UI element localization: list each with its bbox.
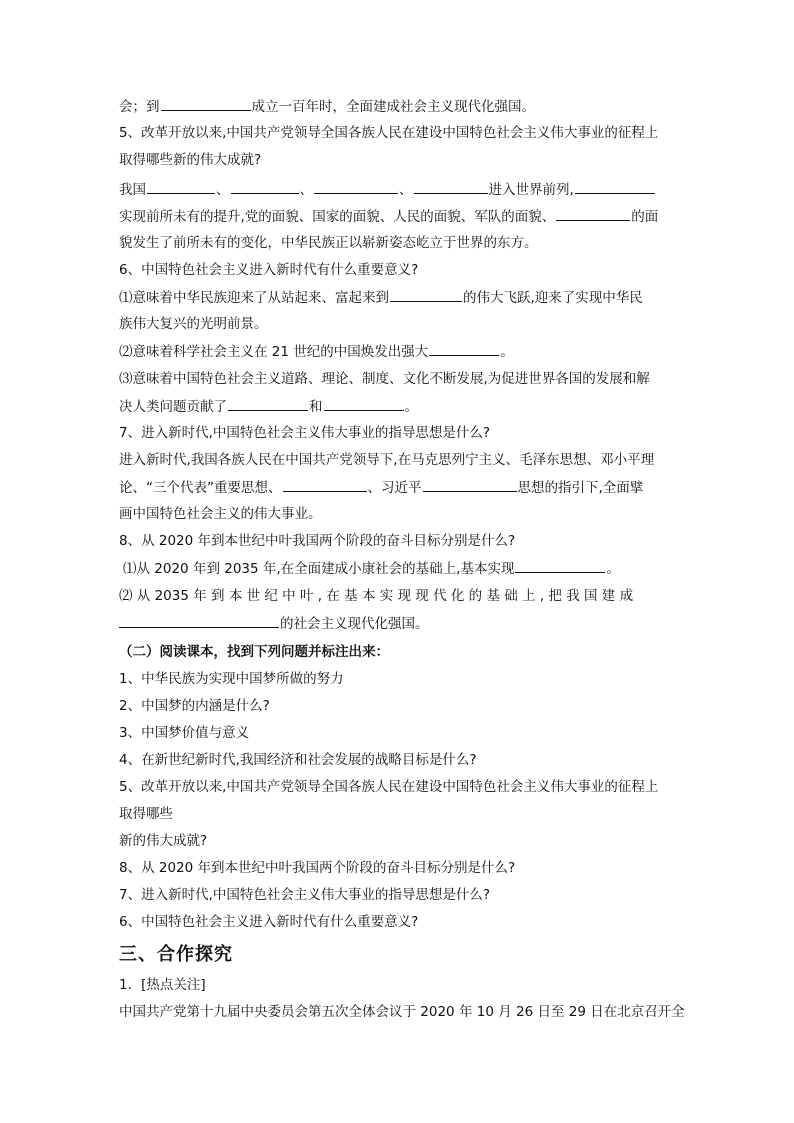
fill-blank[interactable] — [161, 97, 251, 111]
list-item: 2、中国梦的内涵是什么? — [119, 698, 270, 714]
answer-line — [119, 342, 679, 361]
question-6: 6、中国特色社会主义进入新时代有什么重要意义? — [119, 262, 419, 278]
question-8: 8、从 2020 年到本世纪中叶我国两个阶段的奋斗目标分别是什么? — [119, 533, 516, 549]
section-heading: （二）阅读课本，找到下列问题并标注出来： — [119, 644, 389, 660]
answer-line — [119, 397, 679, 416]
text-line — [119, 97, 679, 116]
text: 实现前所未有的提升,党的面貌、国家的面貌、人民的面貌、军队的面貌、 — [119, 209, 556, 225]
list-item: 8、从 2020 年到本世纪中叶我国两个阶段的奋斗目标分别是什么? — [119, 860, 516, 876]
answer-line: 进入新时代,我国各族人民在中国共产党领导下,在马克思列宁主义、毛泽东思想、邓小平理 — [119, 452, 655, 468]
text: 思想的指引下,全面擘 — [517, 480, 644, 496]
fill-blank[interactable] — [515, 559, 605, 573]
answer-line — [119, 207, 679, 226]
text: ⑵意味着科学社会主义在 21 世纪的中国焕发出强大 — [119, 344, 429, 360]
list-item: 1、中华民族为实现中国梦所做的努力 — [119, 671, 344, 687]
answer-line: ⑵ 从 2035 年 到 本 世 纪 中 叶 , 在 基 本 实 现 现 代 化 的 基 础 上 , 把 我 国 建 成 — [119, 588, 634, 604]
text: ⑴意味着中华民族迎来了从站起来、富起来到 — [119, 290, 389, 306]
answer-line — [119, 180, 679, 199]
text: 的社会主义现代化强国。 — [280, 616, 429, 632]
text: 进入世界前列, — [488, 182, 574, 198]
text: 会；到 — [119, 99, 160, 115]
fill-blank[interactable] — [314, 180, 398, 194]
text: 、习近平 — [367, 480, 422, 496]
text: 。 — [500, 344, 514, 360]
text: 成立一百年时，全面建成社会主义现代化强国。 — [251, 99, 535, 115]
fill-blank[interactable] — [283, 478, 367, 492]
answer-line — [119, 614, 679, 633]
answer-line: ⑶意味着中国特色社会主义道路、理论、制度、文化不断发展,为促进世界各国的发展和解 — [119, 371, 650, 387]
answer-line: 画中国特色社会主义的伟大事业。 — [119, 506, 322, 522]
question-5: 5、改革开放以来,中国共产党领导全国各族人民在建设中国特色社会主义伟大事业的征程上 — [119, 125, 659, 141]
fill-blank[interactable] — [324, 397, 404, 411]
text: 、 — [299, 182, 313, 198]
fill-blank[interactable] — [414, 180, 488, 194]
fill-blank[interactable] — [390, 288, 462, 302]
question-7: 7、进入新时代,中国特色社会主义伟大事业的指导思想是什么? — [119, 425, 491, 441]
text: ⑴从 2020 年到 2035 年,在全面建成小康社会的基础上,基本实现 — [123, 561, 515, 577]
list-item: 新的伟大成就? — [119, 833, 208, 849]
text: 。 — [404, 399, 418, 415]
text: 的伟大飞跃,迎来了实现中华民 — [463, 290, 643, 306]
text: 的面 — [631, 209, 659, 225]
question-5-cont: 取得哪些新的伟大成就? — [119, 152, 262, 168]
fill-blank[interactable] — [429, 342, 499, 356]
text: 我国 — [119, 182, 146, 198]
list-item: 4、在新世纪新时代,我国经济和社会发展的战略目标是什么? — [119, 752, 477, 768]
answer-line: 貌发生了前所未有的变化，中华民族正以崭新姿态屹立于世界的东方。 — [119, 235, 538, 251]
text: 、 — [216, 182, 230, 198]
paragraph-line: 中国共产党第十九届中央委员会第五次全体会议于 2020 年 10 月 26 日至 29 日在北京召开全 — [119, 1004, 685, 1020]
fill-blank[interactable] — [119, 614, 279, 628]
fill-blank[interactable] — [556, 207, 630, 221]
list-item: 6、中国特色社会主义进入新时代有什么重要意义? — [119, 914, 419, 930]
fill-blank[interactable] — [575, 180, 655, 194]
answer-line — [123, 559, 683, 578]
fill-blank[interactable] — [228, 397, 308, 411]
answer-line — [119, 288, 679, 307]
section-title: 三、合作探究 — [119, 944, 233, 965]
text: 、 — [399, 182, 413, 198]
list-item: 5、改革开放以来,中国共产党领导全国各族人民在建设中国特色社会主义伟大事业的征程上 — [119, 779, 659, 795]
list-item: 取得哪些 — [119, 806, 173, 822]
fill-blank[interactable] — [231, 180, 299, 194]
fill-blank[interactable] — [423, 478, 517, 492]
fill-blank[interactable] — [147, 180, 215, 194]
text: 决人类问题贡献了 — [119, 399, 227, 415]
list-item: 7、进入新时代,中国特色社会主义伟大事业的指导思想是什么? — [119, 887, 491, 903]
list-item: 3、中国梦价值与意义 — [119, 725, 250, 741]
text: 。 — [606, 561, 620, 577]
text: 和 — [309, 399, 323, 415]
answer-line: 族伟大复兴的光明前景。 — [119, 316, 268, 332]
answer-line — [119, 478, 679, 497]
text: 论、“三个代表”重要思想、 — [119, 480, 282, 496]
subheading: 1．[热点关注] — [119, 977, 206, 993]
